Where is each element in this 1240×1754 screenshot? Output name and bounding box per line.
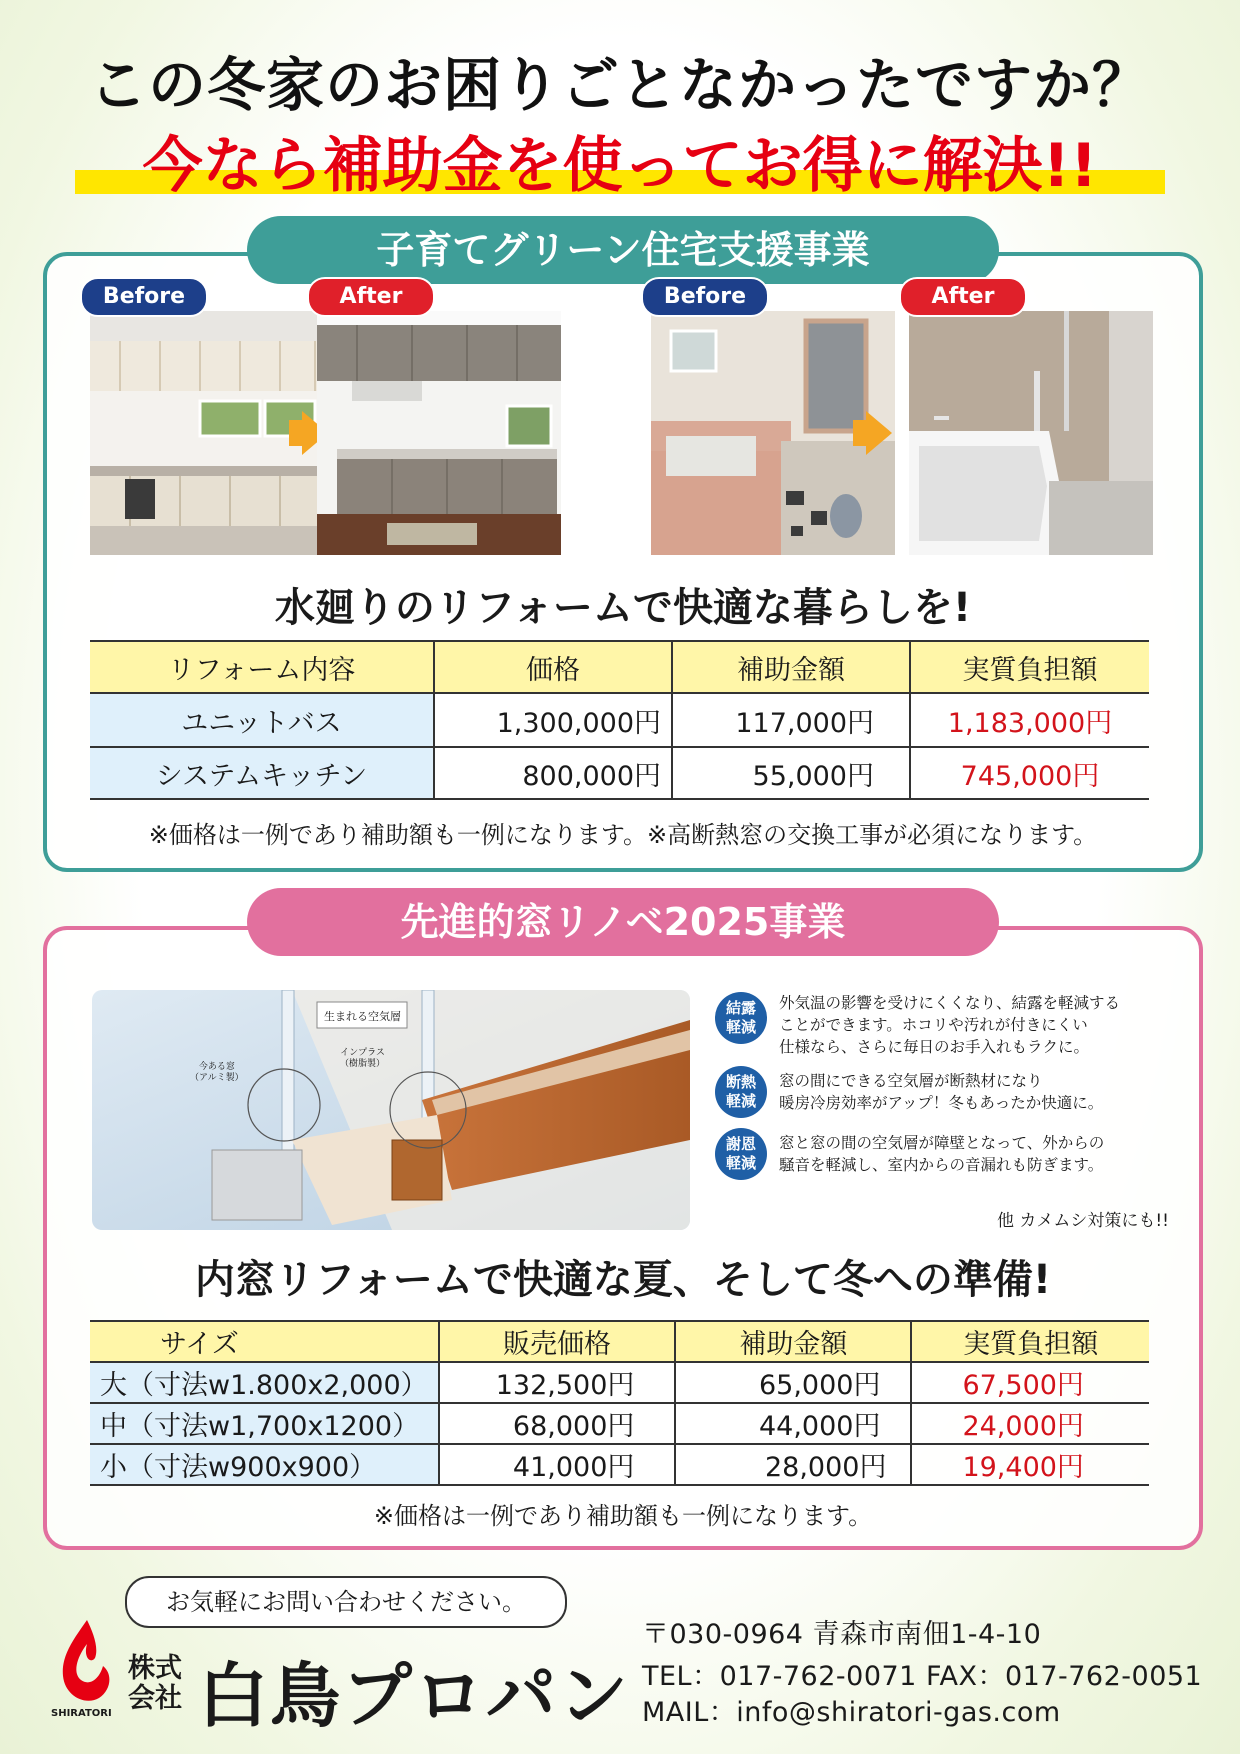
email: MAIL：info@shiratori-gas.com <box>642 1697 1061 1728</box>
reform-price-table <box>90 640 1149 800</box>
table-header: サイズ <box>90 1321 439 1362</box>
benefit-text: 外気温の影響を受けにくくなり、結露を軽減する ことができます。ホコリや汚れが付きにくい 仕様なら、さらに毎日のお手入れもラクに。 <box>779 994 1121 1056</box>
section-kosodate-green <box>43 228 1203 872</box>
table-row <box>90 1403 1149 1444</box>
table-cell: 44,000円 <box>675 1403 911 1444</box>
label-existing-sub: （アルミ製） <box>190 1073 244 1083</box>
arrow-stem <box>289 420 303 446</box>
before-tag: Before <box>80 277 208 317</box>
table-cell: 65,000円 <box>675 1362 911 1403</box>
company-logo <box>51 1618 115 1728</box>
bath-after-photo <box>909 311 1153 555</box>
table-cell: ユニットバス <box>90 693 434 747</box>
after-tag: After <box>307 277 435 317</box>
table-cell: 24,000円 <box>911 1403 1149 1444</box>
tel-fax: TEL：017-762-0071 FAX：017-762-0051 <box>642 1661 1203 1692</box>
table-header: 価格 <box>434 641 672 693</box>
table-cell: 41,000円 <box>439 1444 676 1485</box>
stinkbug-note: 他 カメムシ対策にも!! <box>996 1211 1169 1231</box>
table-header: 補助金額 <box>672 641 910 693</box>
before-tag: Before <box>641 277 769 317</box>
company-type: 株式 会社 <box>128 1653 182 1714</box>
table-cell: システムキッチン <box>90 747 434 799</box>
table-cell: 大（寸法w1.800x2,000） <box>90 1362 439 1403</box>
table-cell: 小（寸法w900x900） <box>90 1444 439 1485</box>
benefit-badge: 謝恩 軽減 <box>715 1128 767 1180</box>
arrow-right-icon <box>866 411 892 455</box>
table-header: 販売価格 <box>439 1321 676 1362</box>
section2-subheading: 内窓リフォームで快適な夏、そして冬への準備! <box>194 1257 1052 1303</box>
benefit-text: 窓と窓の間の空気層が障壁となって、外からの 騒音を軽減し、室内からの音漏れも防ぎます。 <box>779 1134 1105 1174</box>
table-cell: 117,000円 <box>672 693 910 747</box>
after-tag: After <box>899 277 1027 317</box>
section2-note: ※価格は一例であり補助額も一例になります。 <box>373 1502 873 1530</box>
label-inplus-sub: （樹脂製） <box>340 1059 386 1069</box>
inquiry-prompt: お気軽にお問い合わせください。 <box>125 1576 567 1628</box>
section-window-renovation <box>43 900 1203 1550</box>
table-header: 実質負担額 <box>910 641 1149 693</box>
table-header: 実質負担額 <box>911 1321 1149 1362</box>
label-existing-text: 今ある窓 <box>198 1062 235 1072</box>
table-row <box>90 1444 1149 1485</box>
section1-note: ※価格は一例であり補助額も一例になります。※高断熱窓の交換工事が必須になります。 <box>148 821 1098 849</box>
table-cell: 28,000円 <box>675 1444 911 1485</box>
table-cell: 132,500円 <box>439 1362 676 1403</box>
label-inplus <box>340 1048 385 1070</box>
table-cell: 745,000円 <box>910 747 1149 799</box>
inner-window-diagram <box>92 990 690 1230</box>
table-header: リフォーム内容 <box>90 641 434 693</box>
address: 〒030-0964 青森市南佃1-4-10 <box>642 1619 1042 1650</box>
table-cell: 55,000円 <box>672 747 910 799</box>
table-row <box>90 747 1149 799</box>
label-existing-window <box>190 1062 244 1084</box>
table-header: 補助金額 <box>675 1321 911 1362</box>
headline-question: この冬家のお困りごとなかったですか？ <box>88 51 1151 119</box>
arrow-stem <box>853 420 867 446</box>
table-cell: 800,000円 <box>434 747 672 799</box>
table-cell: 67,500円 <box>911 1362 1149 1403</box>
headline-subsidy <box>75 118 1165 201</box>
table-cell: 中（寸法w1,700x1200） <box>90 1403 439 1444</box>
benefit-text: 窓の間にできる空気層が断熱材になり 暖房冷房効率がアップ！冬もあったか快適に。 <box>779 1072 1104 1112</box>
kitchen-after-photo <box>317 311 561 555</box>
benefit-badge: 結露 軽減 <box>715 992 767 1044</box>
flame-logo-icon <box>55 1618 115 1708</box>
table-cell: 1,183,000円 <box>910 693 1149 747</box>
logo-text: SHIRATORI <box>51 1708 112 1719</box>
section1-subheading: 水廻りのリフォームで快適な暮らしを! <box>274 585 972 631</box>
headline-subsidy-text: 今なら補助金を使ってお得に解決!! <box>142 131 1098 201</box>
table-cell: 19,400円 <box>911 1444 1149 1485</box>
table-cell: 1,300,000円 <box>434 693 672 747</box>
table-cell: 68,000円 <box>439 1403 676 1444</box>
label-inplus-text: インプラス <box>340 1048 385 1058</box>
section-title-kosodate: 子育てグリーン住宅支援事業 <box>247 216 999 284</box>
table-row <box>90 693 1149 747</box>
window-price-table <box>90 1320 1149 1486</box>
company-name: 白鳥プロパン <box>198 1655 630 1737</box>
table-row <box>90 1362 1149 1403</box>
label-air-layer: 生まれる空気層 <box>324 1010 401 1023</box>
benefit-badge: 断熱 軽減 <box>715 1066 767 1118</box>
section-title-window: 先進的窓リノベ2025事業 <box>247 888 999 956</box>
